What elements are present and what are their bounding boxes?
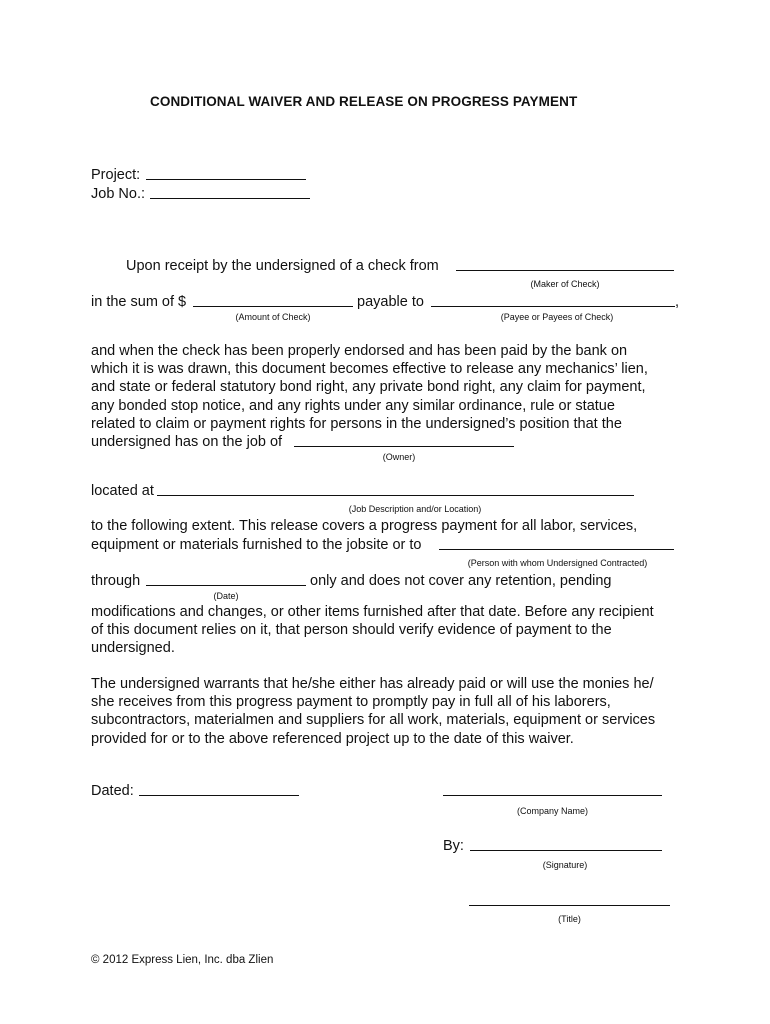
owner-field[interactable]: [294, 446, 514, 447]
project-label: Project:: [91, 167, 141, 183]
job-location-field[interactable]: [157, 495, 634, 496]
company-name-field[interactable]: [443, 795, 662, 796]
sum-label: in the sum of $: [91, 294, 187, 310]
located-label: located at: [91, 483, 154, 499]
warranty-paragraph: [91, 675, 691, 748]
para2-line: modifications and changes, or other items furnished after that date. Before any recipient: [91, 604, 654, 620]
para1-line: any bonded stop notice, and any rights under any similar ordinance, rule or statue: [91, 397, 615, 414]
project-field[interactable]: [146, 179, 306, 180]
maker-of-check-field[interactable]: [456, 270, 674, 271]
para3-line: The undersigned warrants that he/she either has already paid or will use the monies he/: [91, 676, 654, 692]
para1-line: related to claim or payment rights for persons in the undersigned’s position that the: [91, 415, 622, 432]
para1-line: which it is was drawn, this document becomes effective to release any mechanics’ lien,: [91, 361, 648, 378]
para1-line: and when the check has been properly endorsed and has been paid by the bank on: [91, 343, 628, 359]
dated-label: Dated:: [91, 783, 134, 799]
payable-label: payable to: [357, 294, 424, 310]
title-caption: (Title): [558, 914, 581, 924]
signature-field[interactable]: [470, 850, 662, 851]
para1-line: and state or federal statutory bond right, any private bond right, any claim for payment,: [91, 379, 646, 396]
amount-caption: (Amount of Check): [235, 312, 311, 322]
para3-line: subcontractors, materialmen and suppliers for all work, materials, equipment or services: [91, 712, 656, 729]
comma: ,: [675, 294, 680, 310]
by-label: By:: [443, 838, 464, 854]
para3-line: provided for or to the above referenced project up to the date of this waiver.: [91, 730, 574, 747]
person-caption: (Person with whom Undersigned Contracted): [467, 558, 648, 568]
job-number-label: Job No.:: [91, 186, 145, 202]
payee-caption: (Payee or Payees of Check): [500, 312, 614, 322]
job-number-field[interactable]: [150, 198, 310, 199]
para3-line: she receives from this progress payment to promptly pay in full all of his laborers,: [91, 694, 611, 711]
para2-line: of this document relies on it, that person should verify evidence of payment to the: [91, 622, 612, 639]
date-caption: (Date): [213, 591, 239, 601]
maker-caption: (Maker of Check): [530, 279, 600, 289]
title-field[interactable]: [469, 905, 670, 906]
footer-copyright: © 2012 Express Lien, Inc. dba Zlien: [91, 954, 274, 966]
dated-field[interactable]: [139, 795, 299, 796]
document-title: CONDITIONAL WAIVER AND RELEASE ON PROGRESS PAYMENT: [150, 94, 578, 109]
owner-lead: undersigned has on the job of: [91, 434, 283, 450]
extent-line-2: equipment or materials furnished to the jobsite or to: [91, 537, 422, 553]
verification-paragraph: [91, 603, 691, 658]
through-date-field[interactable]: [146, 585, 306, 586]
through-label: through: [91, 573, 141, 589]
job-desc-caption: (Job Description and/or Location): [348, 504, 482, 514]
through-rest: only and does not cover any retention, pending: [310, 573, 612, 589]
receipt-text: Upon receipt by the undersigned of a check from: [126, 258, 439, 274]
payee-field[interactable]: [431, 306, 675, 307]
company-caption: (Company Name): [516, 806, 589, 816]
extent-line-1: to the following extent. This release covers a progress payment for all labor, services,: [91, 518, 638, 534]
contracted-person-field[interactable]: [439, 549, 674, 550]
amount-field[interactable]: [193, 306, 353, 307]
release-paragraph: [91, 342, 691, 433]
owner-caption: (Owner): [382, 452, 416, 462]
para2-line: undersigned.: [91, 640, 175, 657]
signature-caption: (Signature): [542, 860, 588, 870]
